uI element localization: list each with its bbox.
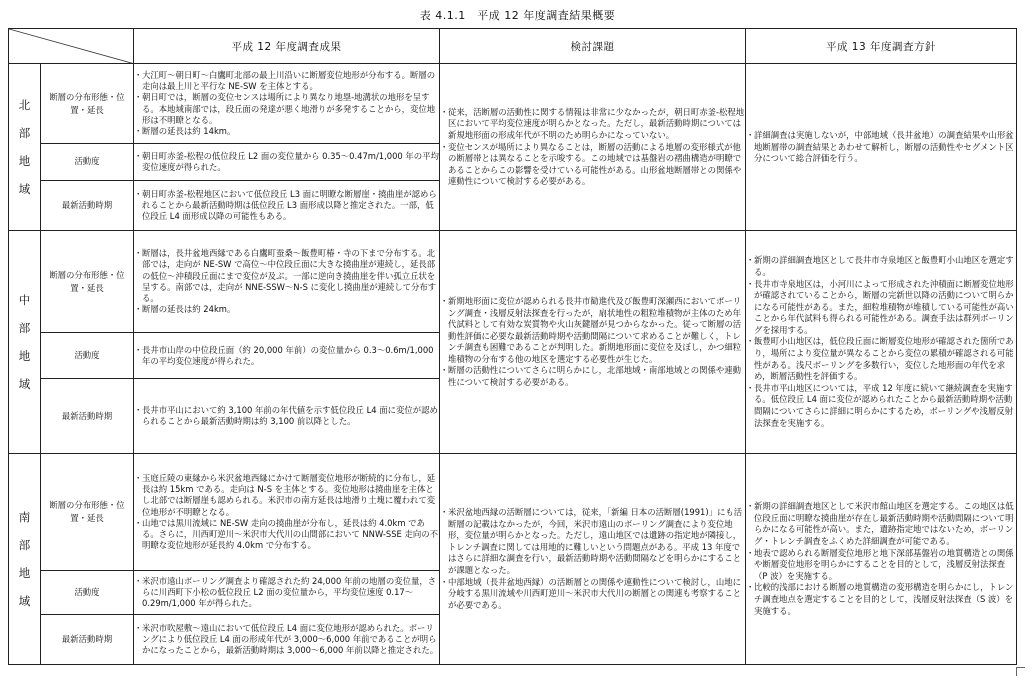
list-item: ・ 米沢市遠山ボーリング調査より確認された約 24,000 年前の地層の変位量，さらに川西町下小松の低位段丘 L2 面の変位量から，平均変位速度 0.17～0.29m/1,000 年が得られた。: [134, 576, 439, 610]
survey-summary-table: [8, 28, 1017, 665]
header-h12-results: 平成 12 年度調査成果: [134, 29, 440, 64]
list-item: ・ 玉庭丘陵の東縁から米沢盆地西縁にかけて断層変位地形が断続的に分布し，延長は約 15km である。走向は N-S を主体とする。変位地形は撓曲崖を主体とし北部では断層崖も認められる。米沢市の南方延長は地滑り土塊に覆われて変位地形が不明瞭となる。: [134, 473, 439, 518]
page-corner-mark: [1016, 667, 1025, 676]
item-latest: 最新活動時期: [41, 614, 134, 664]
header-row: [9, 29, 1017, 64]
list-item: ・ 長井市平山地区については，平成 12 年度に続いて継続調査を実施する。低位段丘 L4 面に変位が認められたことから最新活動時期や活動間隔についてさらに詳細に明らかにするため，ボーリングや浅層反射法探査を実施する。: [746, 383, 1016, 429]
item-shape: 断層の分布形態・位置・延長: [41, 454, 134, 571]
corner-diagonal: [9, 29, 133, 63]
region-north: 北 部 地 域: [9, 64, 41, 231]
south-latest-cell: [134, 614, 440, 664]
list-item: ・ 地表で認められる断層変位地形と地下深部基盤岩の地質構造との関係や断層変位地形を明らかにすることを目的として，浅層反射法探査（P 波）を実施する。: [746, 548, 1016, 583]
north-shape-cell: [134, 64, 440, 143]
page-title: 表 4.1.1 平成 12 年度調査結果概要: [419, 9, 616, 22]
header-issues: 検討課題: [440, 29, 746, 64]
list-item: ・ 変位センスが場所により異なることは，断層の活動による地層の変形様式が他の断層帯とは異なることを示唆する。この地域では基盤岩の褶曲構造が明瞭であることからこの影響を受けている可能性がある。山形盆地断層帯との関係や連動性について検討する必要がある。: [440, 142, 745, 188]
list-item: ・ 朝日町赤釜-松程地区において低位段丘 L3 面に明瞭な断層崖・撓曲崖が認められることから最新活動時期は低位段丘 L3 面形成以降と推定された。一部，低位段丘 L4 面形成以降の可能性もある。: [134, 189, 439, 223]
central-issues-cell: [440, 231, 746, 454]
list-item: ・ 山地では黒川流域に NE-SW 走向の撓曲崖が分布し，延長は約 4.0km である。さらに，川西町逆川～米沢市大代川の山間部において NNW-SSE 走向の不明瞭な変位地形が延長約 4.0km で分布する。: [134, 518, 439, 552]
item-activity: 活動度: [41, 571, 134, 615]
list-item: ・ 新期の詳細調査地区として米沢市館山地区を選定する。この地区は低位段丘面に明瞭な撓曲崖が存在し最新活動時期や活動間隔について明らかになる可能性が高い。また，遺跡指定地ではないため，ボーリング・トレンチ調査をふくめた詳細調査が可能である。: [746, 501, 1016, 547]
header-h13-policy: 平成 13 年度調査方針: [746, 29, 1017, 64]
list-item: ・ 断層の延長は約 24km。: [134, 304, 439, 315]
list-item: ・ 大江町～朝日町～白鷹町北部の最上川沿いに断層変位地形が分布する。断層の走向は最上川と平行な NE-SW を主体とする。: [134, 70, 439, 92]
list-item: ・ 新期地形面に変位が認められる長井市勧進代及び飯豊町深瀬西においてボーリング調査・浅層反射法探査を行ったが，扇状地性の粗粒堆積物が主体のため年代試料として有効な炭質物や火山灰鍵層が見つからなかった。従って断層の活動性評価に必要な最新活動時期や活動間隔について求めることが難しく，トレンチ調査も困難であることが判明した。新期地形面に変位を及ぼし，かつ細粒堆積物の分布する他の地区を選定する必要性が生じた。: [440, 296, 745, 366]
list-item: ・ 断層の延長は約 14km。: [134, 126, 439, 137]
north-activity-cell: [134, 143, 440, 181]
list-item: ・ 中部地域（長井盆地西縁）の活断層との関係や連動性について検討し，山地に分岐する黒川流域や川西町逆川～米沢市大代川の断層との関連も考察することが必要である。: [440, 577, 745, 612]
list-item: ・ 朝日町赤釜-松程の低位段丘 L2 面の変位量から 0.35～0.47m/1,000 年の平均変位速度が得られた。: [134, 151, 439, 173]
list-item: ・ 新期の詳細調査地区として長井市寺泉地区と飯豊町小山地区を選定する。: [746, 255, 1016, 278]
list-item: ・ 断層は，長井盆地西縁である白鷹町蚕桑～飯豊町椿・寺の下まで分布する。北部では，走向が NE-SW で高位～中位段丘面に大きな撓曲崖が連続し，延長部の低位～沖積段丘面にまで変位が及ぶ。一部に逆向き撓曲崖を伴い孤立丘状を呈する。南部では，走向が NNE-SSW～N-S に変化し撓曲崖が連続して分布する。: [134, 248, 439, 304]
list-item: ・ 従来，活断層の活動性に関する情報は非常に少なかったが，朝日町赤釜-松程地区において平均変位速度が明らかとなった。ただし，最新活動時期については新規地形面の形成年代が不明のため明らかになっていない。: [440, 107, 745, 142]
central-activity-cell: [134, 333, 440, 379]
central-shape-row: [9, 231, 1017, 333]
central-shape-cell: [134, 231, 440, 333]
south-shape-row: [9, 454, 1017, 571]
south-issues-cell: [440, 454, 746, 665]
region-central: 中 部 地 域: [9, 231, 41, 454]
list-item: ・ 長井市山岸の中位段丘面（約 20,000 年前）の変位量から 0.3～0.6m/1,000 年の平均変位速度が得られた。: [134, 345, 439, 367]
item-shape: 断層の分布形態・位置・延長: [41, 231, 134, 333]
central-policy-cell: [746, 231, 1017, 454]
list-item: ・ 飯豊町小山地区は，低位段丘面に断層変位地形が確認された箇所であり，場所により変位量が異なることから変位の累積が確認される可能性がある。浅尺ボーリングを多数行い，変位した地形面の年代を求め，断層活動性を評価する。: [746, 336, 1016, 382]
north-issues-cell: [440, 64, 746, 231]
list-item: ・ 詳細調査は実施しないが，中部地域（長井盆地）の調査結果や山形盆地断層帯の調査結果とあわせて解析し，断層の活動性やセグメント区分について総合評価を行う。: [746, 130, 1016, 165]
north-shape-row: [9, 64, 1017, 143]
corner-cell: [9, 29, 134, 64]
item-shape: 断層の分布形態・位置・延長: [41, 64, 134, 143]
list-item: ・ 断層の活動性についてさらに明らかにし，北部地域・南部地域との関係や連動性について検討する必要がある。: [440, 365, 745, 388]
item-latest: 最新活動時期: [41, 181, 134, 231]
list-item: ・ 長井市寺泉地区は，小河川によって形成された沖積面に断層変位地形が確認されていることから，断層の完新世以降の活動について明らかになる可能性がある。また，細粒堆積物が堆積している可能性が高いことから年代試料も得られる可能性がある。調査手法は群列ボーリングを採用する。: [746, 279, 1016, 337]
list-item: ・ 米沢盆地西縁の活断層については，従来，「新編 日本の活断層(1991)」にも活断層の記載はなかったが，今回，米沢市遠山のボーリング調査により変位地形，変位量が明らかとなった。ただし，遠山地区では遺跡の指定地が隣接し，トレンチ調査に関しては用地的に難しいという問題点がある。平成 13 年度ではさらに詳細な調査を行い，最新活動時期や活動間隔などを明らかにすることが課題となった。: [440, 507, 745, 577]
list-item: ・ 米沢市吹屋敷～遠山において低位段丘 L4 面に変位地形が認められた。ボーリングにより低位段丘 L4 面の形成年代が 3,000～6,000 年前であることが明らかになったことから，最新活動時期は 3,000～6,000 年前以降と推定された。: [134, 623, 439, 657]
south-policy-cell: [746, 454, 1017, 665]
south-shape-cell: [134, 454, 440, 571]
north-latest-cell: [134, 181, 440, 231]
north-policy-cell: [746, 64, 1017, 231]
item-activity: 活動度: [41, 333, 134, 379]
list-item: ・ 長井市平山において約 3,100 年前の年代値を示す低位段丘 L4 面に変位が認められることから最新活動時期は約 3,100 前以降とした。: [134, 405, 439, 427]
region-south: 南 部 地 域: [9, 454, 41, 665]
item-activity: 活動度: [41, 143, 134, 181]
list-item: ・ 比較的浅部における断層の地質構造の変形構造を明らかにし，トレンチ調査地点を選定することを目的として，浅層反射法探査（S 波）を実施する。: [746, 582, 1016, 617]
item-latest: 最新活動時期: [41, 379, 134, 454]
list-item: ・ 朝日町では，断層の変位センスは場所により異なり地塁-地溝状の地形を呈する。本地域南部では，段丘面の発達が悪く地滑りが多発することから，変位地形は不明瞭となる。: [134, 92, 439, 126]
south-activity-cell: [134, 571, 440, 615]
central-latest-cell: [134, 379, 440, 454]
